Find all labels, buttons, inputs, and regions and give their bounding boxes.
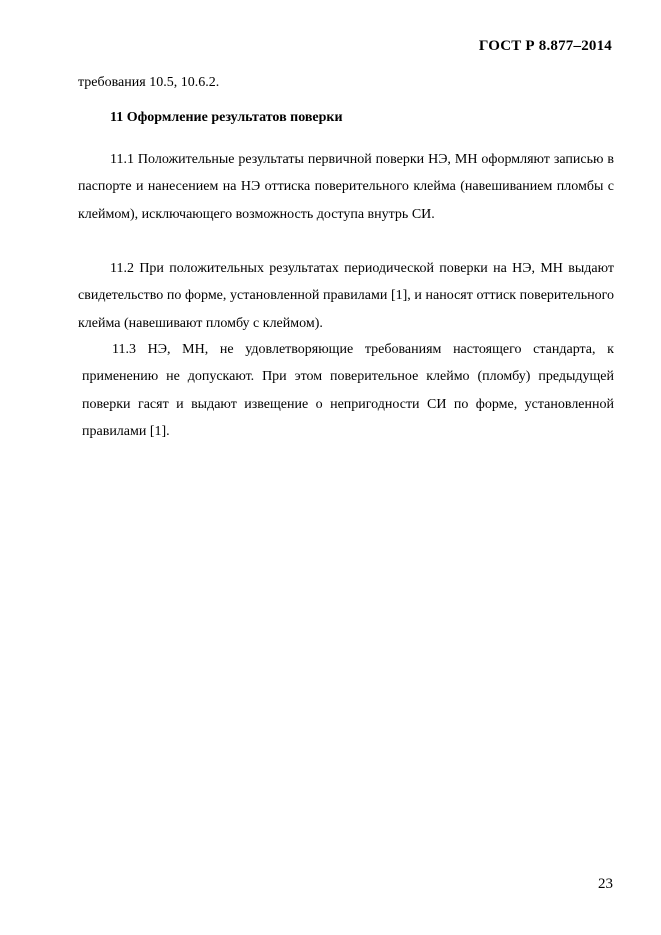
paragraph-11-3: 11.3 НЭ, МН, не удовлетворяющие требованиям настоящего стандарта, к применению не допускают. При этом поверительное клеймо (пломбу) предыдущей поверки гасят и выдают извещение о непригодности СИ по форме, установленной правилами [1]. (82, 342, 614, 439)
paragraph-11-2: 11.2 При положительных результатах периодической поверки на НЭ, МН выдают свидетельство по форме, установленной правилами [1], и наносят оттиск поверительного клейма (навешивают пломбу с клеймом). (78, 261, 614, 331)
page-number: 23 (598, 876, 613, 892)
standard-code: ГОСТ Р 8.877–2014 (478, 38, 612, 54)
paragraph-11-1: 11.1 Положительные результаты первичной поверки НЭ, МН оформляют записью в паспорте и нанесением на НЭ оттиска поверительного клейма (навешиванием пломбы с клеймом), исключающего возможность доступа внутрь СИ. (78, 152, 614, 222)
section-heading: 11 Оформление результатов поверки (110, 110, 343, 125)
intro-line: требования 10.5, 10.6.2. (78, 75, 220, 90)
